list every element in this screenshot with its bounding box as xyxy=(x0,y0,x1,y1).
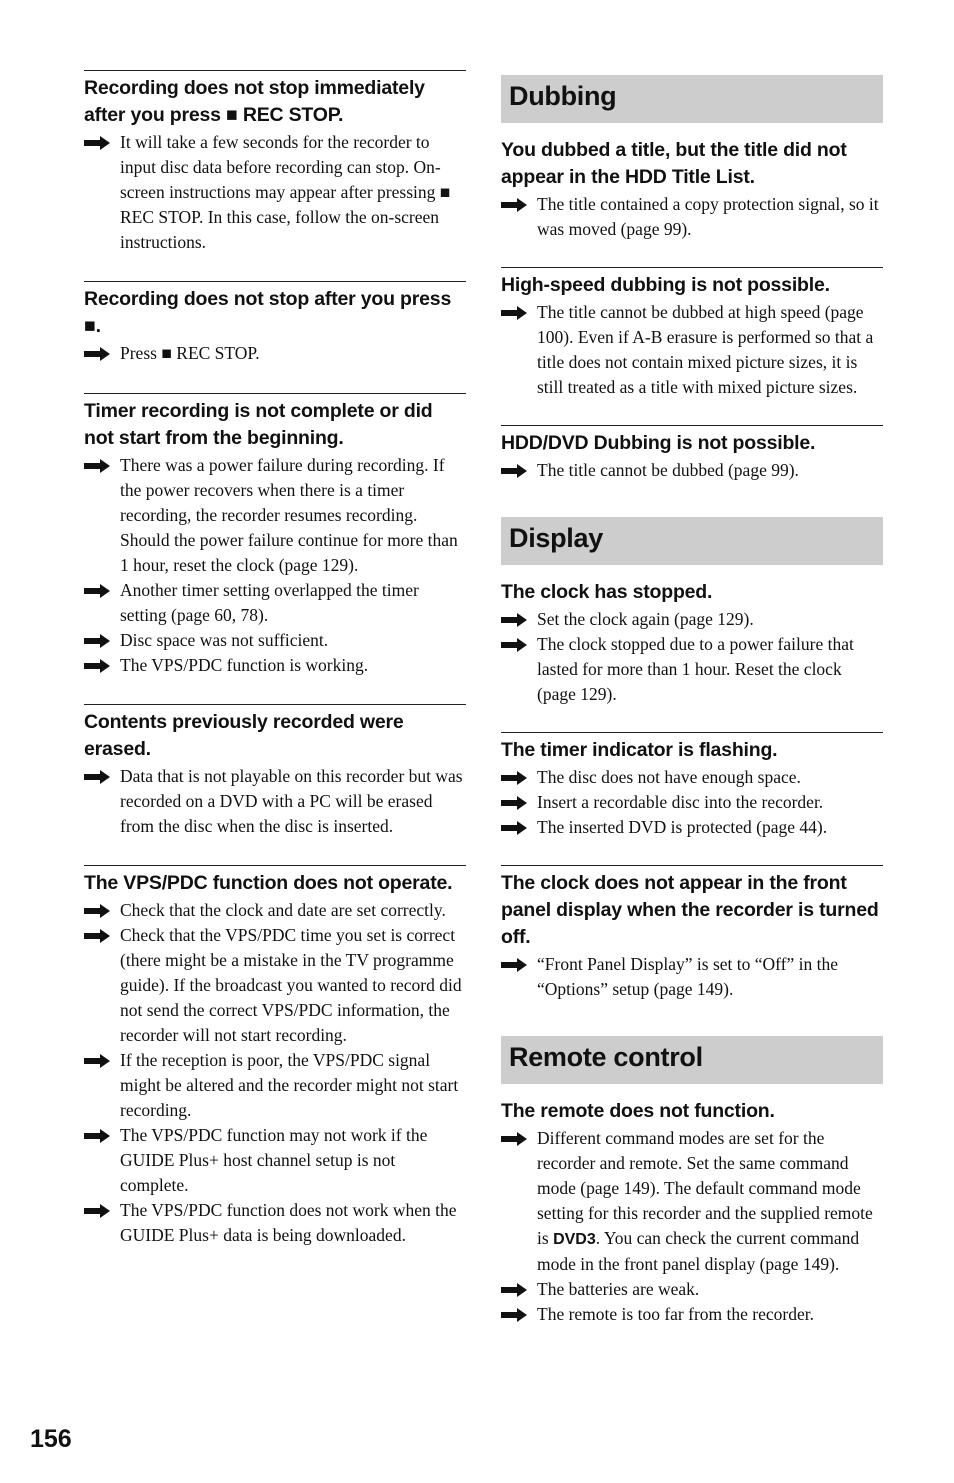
answer-text: The inserted DVD is protected (page 44). xyxy=(537,817,828,837)
answer-item xyxy=(501,1277,883,1302)
answer-text: The VPS/PDC function may not work if the GUIDE Plus+ host channel setup is not complete. xyxy=(120,1125,428,1195)
answer-text: Insert a recordable disc into the recorder. xyxy=(537,792,824,812)
arrow-right-icon xyxy=(84,347,110,361)
answer-text: The clock stopped due to a power failure that lasted for more than 1 hour. Reset the clock (page 129). xyxy=(537,634,854,704)
troubleshooting-entry xyxy=(501,267,883,400)
answer-item xyxy=(501,632,883,707)
answer-list xyxy=(84,341,466,366)
answer-item xyxy=(501,790,883,815)
section-heading-display: Display xyxy=(501,517,883,565)
answer-text: Data that is not playable on this recorder but was recorded on a DVD with a PC will be erased from the disc when the disc is inserted. xyxy=(120,766,463,836)
answer-text: Check that the VPS/PDC time you set is correct (there might be a mistake in the TV programme guide). If the broadcast you wanted to record did not send the correct VPS/PDC information, the recorder will not start recording. xyxy=(120,925,462,1045)
troubleshooting-entry xyxy=(84,393,466,678)
answer-item xyxy=(84,130,466,255)
entry-question: The remote does not function. xyxy=(501,1100,775,1122)
answer-item xyxy=(84,653,466,678)
answer-text: The VPS/PDC function does not work when the GUIDE Plus+ data is being downloaded. xyxy=(120,1200,457,1245)
troubleshooting-entry xyxy=(501,133,883,242)
troubleshooting-entry xyxy=(501,732,883,840)
answer-item xyxy=(501,192,883,242)
answer-item xyxy=(501,765,883,790)
entry-question: The VPS/PDC function does not operate. xyxy=(84,872,453,894)
arrow-right-icon xyxy=(501,198,527,212)
answer-text: The title cannot be dubbed (page 99). xyxy=(537,460,799,480)
dvd3-label: DVD3 xyxy=(553,1231,596,1248)
answer-list xyxy=(84,764,466,839)
answer-item xyxy=(84,1123,466,1198)
answer-item xyxy=(84,453,466,578)
answer-list xyxy=(501,607,883,707)
answer-item xyxy=(501,1302,883,1327)
answer-text: “Front Panel Display” is set to “Off” in the “Options” setup (page 149). xyxy=(537,954,839,999)
answer-list xyxy=(84,898,466,1248)
arrow-right-icon xyxy=(84,634,110,648)
arrow-right-icon xyxy=(501,796,527,810)
answer-text: The title contained a copy protection signal, so it was moved (page 99). xyxy=(537,194,879,239)
arrow-right-icon xyxy=(501,464,527,478)
arrow-right-icon xyxy=(501,1132,527,1146)
answer-text: The VPS/PDC function is working. xyxy=(120,655,369,675)
arrow-right-icon xyxy=(501,821,527,835)
arrow-right-icon xyxy=(501,1308,527,1322)
entry-question: Timer recording is not complete or did not start from the beginning. xyxy=(84,400,433,449)
entry-question: The clock does not appear in the front panel display when the recorder is turned off. xyxy=(501,872,879,948)
troubleshooting-entry xyxy=(501,1094,883,1327)
arrow-right-icon xyxy=(501,1283,527,1297)
troubleshooting-entry xyxy=(84,70,466,255)
answer-text: Press ■ REC STOP. xyxy=(120,343,260,363)
answer-list xyxy=(84,453,466,678)
answer-text: Different command modes are set for the recorder and remote. Set the same command mode (page 149). The default command mode setting for this recorder and the supplied remote is xyxy=(537,1128,873,1248)
answer-text: The batteries are weak. xyxy=(537,1279,700,1299)
answer-item xyxy=(84,1198,466,1248)
entry-question: Contents previously recorded were erased. xyxy=(84,711,404,760)
entry-question: High-speed dubbing is not possible. xyxy=(501,274,830,296)
arrow-right-icon xyxy=(84,929,110,943)
arrow-right-icon xyxy=(84,459,110,473)
answer-text: Set the clock again (page 129). xyxy=(537,609,754,629)
answer-text: The disc does not have enough space. xyxy=(537,767,801,787)
arrow-right-icon xyxy=(501,638,527,652)
answer-text: Check that the clock and date are set correctly. xyxy=(120,900,446,920)
answer-list xyxy=(501,458,883,483)
section-heading-remote-control: Remote control xyxy=(501,1036,883,1084)
answer-list xyxy=(501,765,883,840)
arrow-right-icon xyxy=(501,771,527,785)
answer-item xyxy=(501,952,883,1002)
entry-question: Recording does not stop immediately after you press ■ REC STOP. xyxy=(84,77,425,126)
answer-text: Another timer setting overlapped the timer setting (page 60, 78). xyxy=(120,580,419,625)
arrow-right-icon xyxy=(84,770,110,784)
arrow-right-icon xyxy=(84,904,110,918)
troubleshooting-entry xyxy=(84,704,466,839)
answer-text: If the reception is poor, the VPS/PDC signal might be altered and the recorder might not start recording. xyxy=(120,1050,459,1120)
entry-question: The clock has stopped. xyxy=(501,581,713,603)
arrow-right-icon xyxy=(501,306,527,320)
entry-question: You dubbed a title, but the title did not appear in the HDD Title List. xyxy=(501,139,847,188)
answer-item xyxy=(84,578,466,628)
answer-item xyxy=(84,341,466,366)
answer-item xyxy=(84,628,466,653)
answer-list xyxy=(501,300,883,400)
arrow-right-icon xyxy=(501,958,527,972)
answer-list xyxy=(501,192,883,242)
troubleshooting-entry xyxy=(84,281,466,366)
troubleshooting-entry xyxy=(84,865,466,1248)
arrow-right-icon xyxy=(84,1054,110,1068)
answer-text: Disc space was not sufficient. xyxy=(120,630,329,650)
answer-text: The remote is too far from the recorder. xyxy=(537,1304,814,1324)
section-heading-dubbing: Dubbing xyxy=(501,75,883,123)
entry-question: The timer indicator is flashing. xyxy=(501,739,778,761)
troubleshooting-entry xyxy=(501,865,883,1002)
troubleshooting-entry xyxy=(501,425,883,483)
answer-list xyxy=(501,952,883,1002)
answer-item xyxy=(84,898,466,923)
answer-item xyxy=(84,1048,466,1123)
answer-item xyxy=(501,607,883,632)
arrow-right-icon xyxy=(501,613,527,627)
answer-text: The title cannot be dubbed at high speed (page 100). Even if A-B erasure is performed so that a title does not contain mixed picture sizes, it is still treated as a title with mixed picture sizes. xyxy=(537,302,874,397)
answer-item xyxy=(501,458,883,483)
answer-item xyxy=(501,300,883,400)
left-column xyxy=(84,70,466,1248)
troubleshooting-entry xyxy=(501,575,883,707)
entry-question: HDD/DVD Dubbing is not possible. xyxy=(501,432,816,454)
arrow-right-icon xyxy=(84,1204,110,1218)
arrow-right-icon xyxy=(84,584,110,598)
answer-list xyxy=(501,1126,883,1327)
answer-text: There was a power failure during recording. If the power recovers when there is a timer recording, the recorder resumes recording. Should the power failure continue for more than 1 hour, reset the clock (page 129). xyxy=(120,455,458,575)
right-column xyxy=(501,75,883,1327)
answer-text-continued: . You can check the current command mode in the front panel display (page 149). xyxy=(537,1228,860,1274)
arrow-right-icon xyxy=(84,659,110,673)
answer-item xyxy=(501,1126,883,1277)
arrow-right-icon xyxy=(84,1129,110,1143)
answer-item xyxy=(84,923,466,1048)
entry-question: Recording does not stop after you press ■. xyxy=(84,288,452,337)
answer-list xyxy=(84,130,466,255)
page-number: 156 xyxy=(30,1425,72,1453)
answer-item xyxy=(501,815,883,840)
answer-item xyxy=(84,764,466,839)
arrow-right-icon xyxy=(84,136,110,150)
answer-text: It will take a few seconds for the recorder to input disc data before recording can stop. On-screen instructions may appear after pressing ■ REC STOP. In this case, follow the on-screen instructions. xyxy=(120,132,451,252)
